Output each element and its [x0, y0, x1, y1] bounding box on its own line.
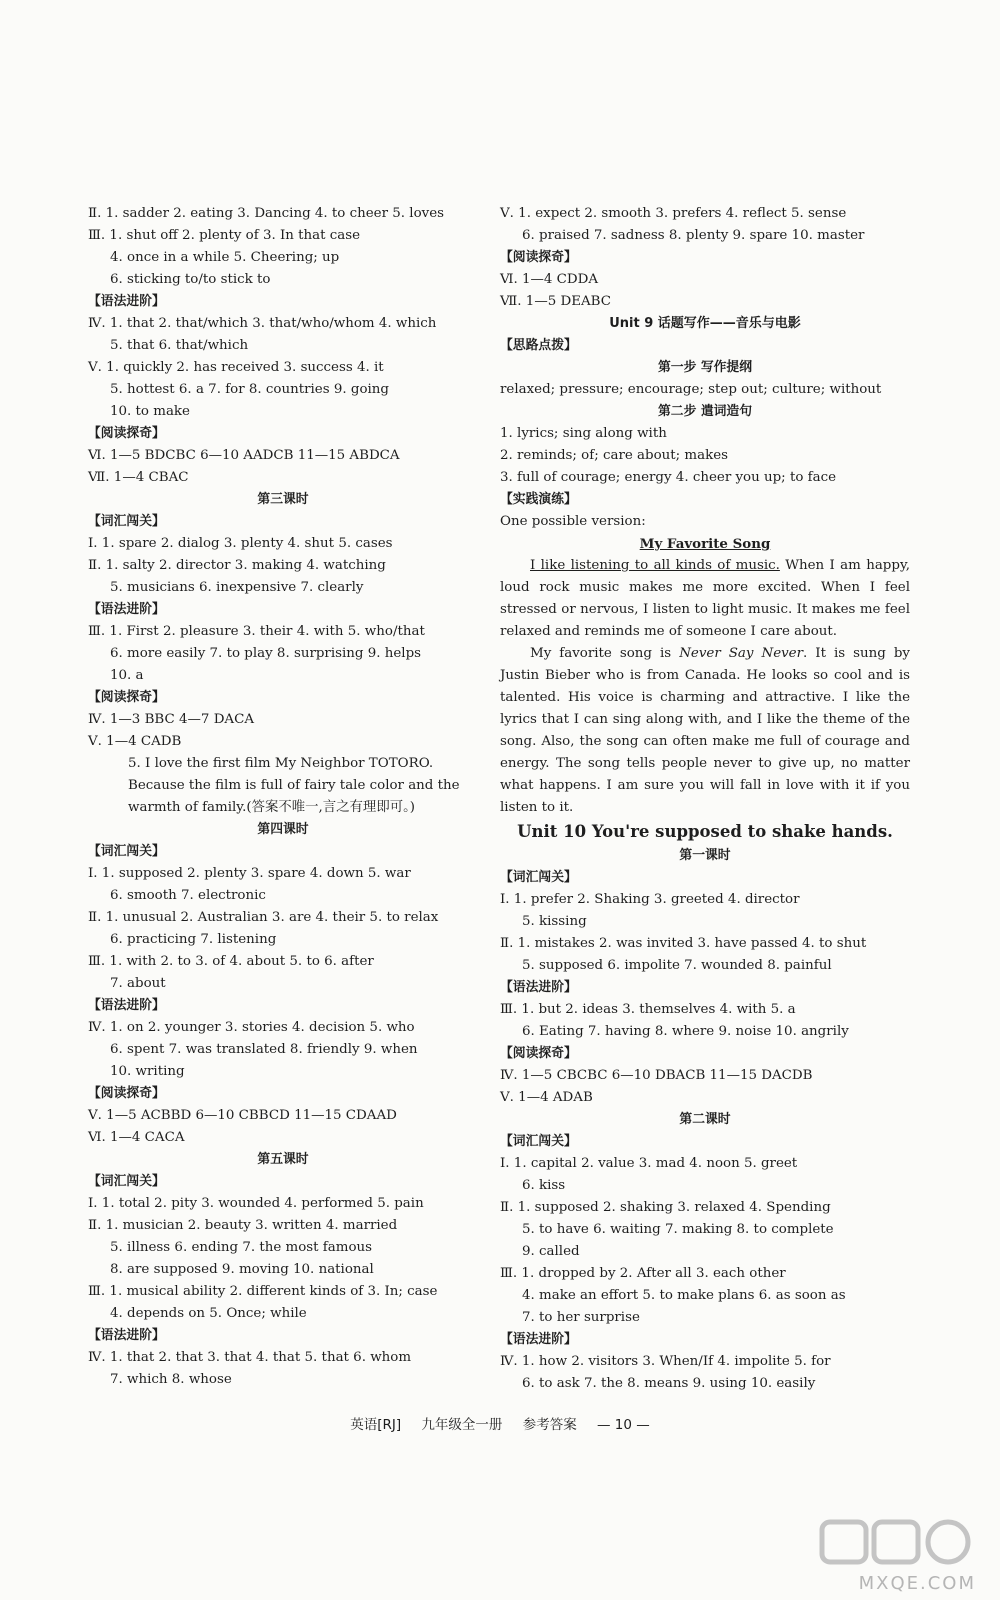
answer-line: 2. reminds; of; care about; makes [500, 448, 729, 463]
section-heading: 【阅读探奇】 [500, 250, 577, 265]
answer-line: 3. full of courage; energy 4. cheer you up; to face [500, 470, 837, 485]
section-heading: 【阅读探奇】 [500, 1046, 577, 1061]
answer-line: 6. praised 7. sadness 8. plenty 9. spare 10. master [522, 228, 865, 243]
essay-text: . It is sung by Justin Bieber who is from Canada. He looks so cool and is talented. His voice is charming and attractive. I like the lyrics that I can sing along with, and I like the theme of the song. Also, the song can often make me full of courage and energy. The song tells people never to give up, no matter what happens. I am sure you will fall in love with it if you listen to it. [500, 646, 910, 815]
answer-line: Ⅴ. 1—4 ADAB [500, 1090, 593, 1105]
answer-line: Ⅰ. 1. total 2. pity 3. wounded 4. performed 5. pain [88, 1196, 424, 1211]
answer-line: Ⅲ. 1. but 2. ideas 3. themselves 4. with 5. a [500, 1002, 796, 1017]
footer-subject: 英语[RJ] [350, 1417, 402, 1433]
answer-line: 6. sticking to/to stick to [110, 272, 271, 287]
answer-line: 6. smooth 7. electronic [110, 888, 266, 903]
essay-paragraph [500, 555, 910, 643]
section-heading: 【词汇闯关】 [500, 870, 577, 885]
essay-title: My Favorite Song [639, 536, 771, 552]
answer-line: 5. I love the first film My Neighbor TOTORO. Because the film is full of fairy tale color and the warmth of family.(答案不唯一,言之有理即可。) [128, 756, 460, 815]
page-footer [0, 1413, 1000, 1433]
section-heading: 【阅读探奇】 [88, 426, 165, 441]
unit-heading: Unit 9 话题写作——音乐与电影 [609, 316, 801, 331]
answer-line: Ⅱ. 1. unusual 2. Australian 3. are 4. their 5. to relax [88, 910, 439, 925]
answer-line: Ⅲ. 1. shut off 2. plenty of 3. In that case [88, 228, 361, 243]
lesson-heading: 第二步 遣词造句 [657, 404, 753, 419]
section-heading: 【语法进阶】 [88, 602, 165, 617]
answer-line: 6. kiss [522, 1178, 566, 1193]
answer-line: 6. spent 7. was translated 8. friendly 9. when [110, 1042, 418, 1057]
footer-page-number: — 10 — [597, 1417, 650, 1433]
answer-line: Ⅰ. 1. capital 2. value 3. mad 4. noon 5. greet [500, 1156, 798, 1171]
song-name: Never Say Never [679, 646, 804, 661]
lesson-heading: 第二课时 [679, 1112, 731, 1127]
answer-line: 7. which 8. whose [110, 1372, 232, 1387]
answer-line: Ⅵ. 1—4 CDDA [500, 272, 599, 287]
left-column [88, 203, 478, 1391]
answer-line: Ⅳ. 1—5 CBCBC 6—10 DBACB 11—15 DACDB [500, 1068, 813, 1083]
essay-paragraph [500, 643, 910, 819]
watermark-text: MXQE.COM [858, 1573, 976, 1594]
answer-line: Ⅶ. 1—5 DEABC [500, 294, 611, 309]
answer-line: Ⅲ. 1. with 2. to 3. of 4. about 5. to 6. after [88, 954, 374, 969]
answer-line: Ⅵ. 1—5 BDCBC 6—10 AADCB 11—15 ABDCA [88, 448, 400, 463]
answer-line: Ⅴ. 1—4 CADB [88, 734, 182, 749]
section-heading: 【语法进阶】 [500, 980, 577, 995]
answer-line: 5. to have 6. waiting 7. making 8. to complete [522, 1222, 834, 1237]
answer-line: Ⅰ. 1. spare 2. dialog 3. plenty 4. shut 5. cases [88, 536, 393, 551]
answer-line: 5. that 6. that/which [110, 338, 249, 353]
answer-line: Ⅱ. 1. mistakes 2. was invited 3. have passed 4. to shut [500, 936, 867, 951]
answer-line: Ⅴ. 1. quickly 2. has received 3. success 4. it [88, 360, 384, 375]
answer-line: 4. once in a while 5. Cheering; up [110, 250, 340, 265]
answer-line: Ⅱ. 1. sadder 2. eating 3. Dancing 4. to cheer 5. loves [88, 206, 444, 221]
answer-line: 6. Eating 7. having 8. where 9. noise 10. angrily [522, 1024, 849, 1039]
answer-line: 5. supposed 6. impolite 7. wounded 8. painful [522, 958, 832, 973]
section-heading: 【阅读探奇】 [88, 690, 165, 705]
section-heading: 【词汇闯关】 [500, 1134, 577, 1149]
section-heading: 【词汇闯关】 [88, 514, 165, 529]
lesson-heading: 第五课时 [257, 1152, 309, 1167]
answer-line: Ⅳ. 1. how 2. visitors 3. When/If 4. impolite 5. for [500, 1354, 831, 1369]
answer-line: One possible version: [500, 514, 646, 529]
answer-line: Ⅳ. 1. that 2. that 3. that 4. that 5. that 6. whom [88, 1350, 412, 1365]
section-heading: 【实践演练】 [500, 492, 577, 507]
answer-line: 6. practicing 7. listening [110, 932, 277, 947]
answer-line: 5. kissing [522, 914, 587, 929]
answer-line: 7. about [110, 976, 166, 991]
section-heading: 【阅读探奇】 [88, 1086, 165, 1101]
answer-line: Ⅰ. 1. supposed 2. plenty 3. spare 4. down 5. war [88, 866, 411, 881]
answer-line: Ⅴ. 1. expect 2. smooth 3. prefers 4. reflect 5. sense [500, 206, 847, 221]
answer-line: 10. writing [110, 1064, 185, 1079]
answer-line: Ⅱ. 1. musician 2. beauty 3. written 4. married [88, 1218, 398, 1233]
answer-line: 6. to ask 7. the 8. means 9. using 10. easily [522, 1376, 816, 1391]
answer-line: Ⅲ. 1. musical ability 2. different kinds of 3. In; case [88, 1284, 438, 1299]
section-heading: 【思路点拨】 [500, 338, 577, 353]
answer-line: 5. musicians 6. inexpensive 7. clearly [110, 580, 364, 595]
answer-line: Ⅳ. 1. that 2. that/which 3. that/who/whom 4. which [88, 316, 437, 331]
essay-text: When I am happy, loud rock music makes me more excited. When I feel stressed or nervous, I listen to light music. It makes me feel relaxed and reminds me of someone I care about. [500, 558, 910, 639]
section-heading: 【语法进阶】 [88, 294, 165, 309]
answer-line: 5. hottest 6. a 7. for 8. countries 9. going [110, 382, 389, 397]
lesson-heading: 第一课时 [679, 848, 731, 863]
answer-line: 6. more easily 7. to play 8. surprising 9. helps [110, 646, 422, 661]
lesson-heading: 第三课时 [257, 492, 309, 507]
footer-label: 参考答案 [522, 1417, 577, 1433]
answer-line: 4. depends on 5. Once; while [110, 1306, 307, 1321]
answer-line: 8. are supposed 9. moving 10. national [110, 1262, 374, 1277]
right-column [500, 203, 910, 1395]
footer-grade: 九年级全一册 [421, 1417, 503, 1433]
section-heading: 【语法进阶】 [500, 1332, 577, 1347]
answer-line: relaxed; pressure; encourage; step out; culture; without [500, 382, 882, 397]
answer-line: 7. to her surprise [522, 1310, 640, 1325]
answer-line: 9. called [522, 1244, 580, 1259]
section-heading: 【词汇闯关】 [88, 1174, 165, 1189]
answer-line: Ⅰ. 1. prefer 2. Shaking 3. greeted 4. director [500, 892, 800, 907]
answer-line: Ⅳ. 1. on 2. younger 3. stories 4. decision 5. who [88, 1020, 415, 1035]
answer-line: 10. to make [110, 404, 190, 419]
answer-line: Ⅲ. 1. dropped by 2. After all 3. each other [500, 1266, 786, 1281]
lesson-heading: 第一步 写作提纲 [657, 360, 753, 375]
answer-line: Ⅳ. 1—3 BBC 4—7 DACA [88, 712, 255, 727]
answer-line: Ⅵ. 1—4 CACA [88, 1130, 185, 1145]
essay-text: My favorite song is [530, 646, 680, 661]
answer-line: Ⅲ. 1. First 2. pleasure 3. their 4. with 5. who/that [88, 624, 425, 639]
answer-line: Ⅶ. 1—4 CBAC [88, 470, 189, 485]
answer-line: Ⅱ. 1. supposed 2. shaking 3. relaxed 4. Spending [500, 1200, 831, 1215]
section-heading: 【语法进阶】 [88, 998, 165, 1013]
section-heading: 【语法进阶】 [88, 1328, 165, 1343]
answer-line: 4. make an effort 5. to make plans 6. as soon as [522, 1288, 846, 1303]
answer-line: 1. lyrics; sing along with [500, 426, 667, 441]
answer-line: 10. a [110, 668, 144, 683]
answer-line: Ⅴ. 1—5 ACBBD 6—10 CBBCD 11—15 CDAAD [88, 1108, 397, 1123]
lesson-heading: 第四课时 [257, 822, 309, 837]
answer-line: 5. illness 6. ending 7. the most famous [110, 1240, 373, 1255]
essay-text: I like listening to all kinds of music. [530, 558, 780, 573]
unit-heading: Unit 10 You're supposed to shake hands. [517, 822, 893, 841]
section-heading: 【词汇闯关】 [88, 844, 165, 859]
answer-line: Ⅱ. 1. salty 2. director 3. making 4. watching [88, 558, 386, 573]
